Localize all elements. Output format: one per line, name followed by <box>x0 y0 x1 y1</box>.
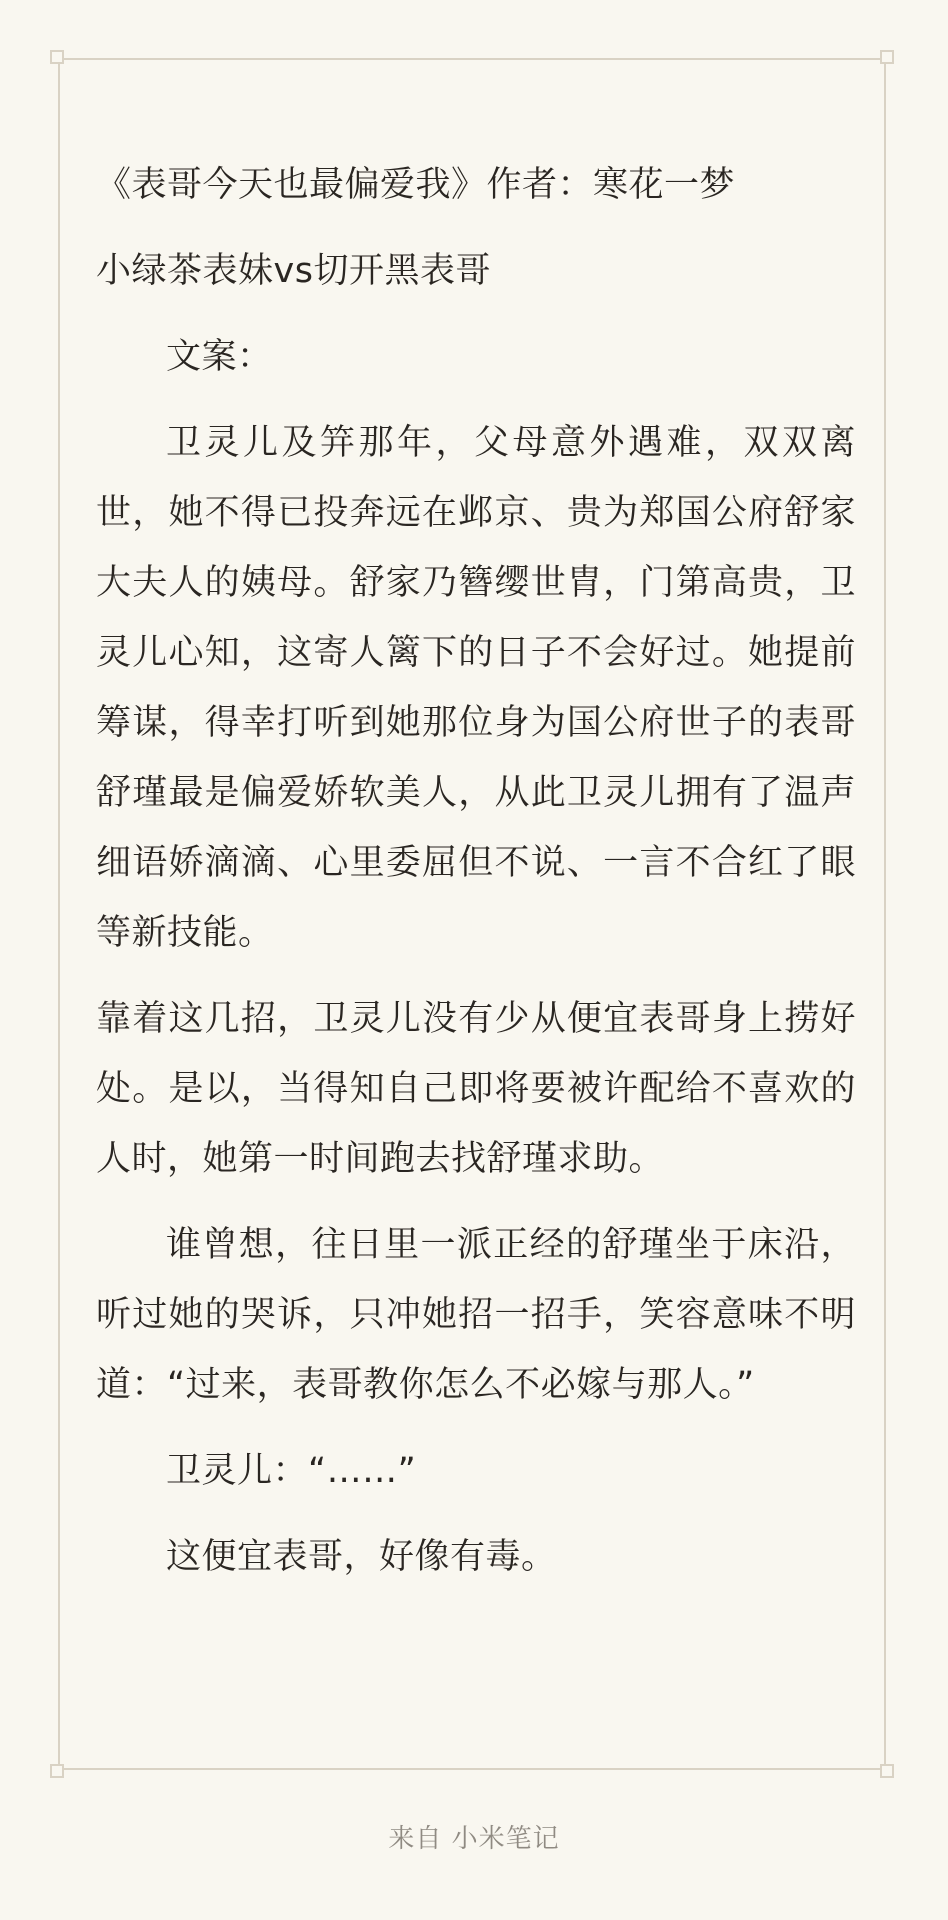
note-subtitle: 小绿茶表妹vs切开黑表哥 <box>96 251 491 291</box>
note-title: 《表哥今天也最偏爱我》作者：寒花一梦 <box>96 165 736 205</box>
synopsis-paragraph: 卫灵儿及笄那年，父母意外遇难，双双离世，她不得已投奔远在邺京、贵为郑国公府舒家大夫人的姨母。舒家乃簪缨世胄，门第高贵，卫灵儿心知，这寄人篱下的日子不会好过。她提前筹谋，得幸打听到她那位身为国公府世子的表哥舒瑾最是偏爱娇软美人，从此卫灵儿拥有了温声细语娇滴滴、心里委屈但不说、一言不合红了眼等新技能。 <box>96 423 856 953</box>
frame-corner-bottom-left <box>50 1764 64 1778</box>
frame-corner-top-right <box>880 50 894 64</box>
frame-corner-bottom-right <box>880 1764 894 1778</box>
synopsis-paragraph: 靠着这几招，卫灵儿没有少从便宜表哥身上捞好处。是以，当得知自己即将要被许配给不喜欢的人时，她第一时间跑去找舒瑾求助。 <box>96 999 856 1179</box>
synopsis-dialogue: 卫灵儿：“……” <box>166 1451 417 1491</box>
synopsis-paragraph: 谁曾想，往日里一派正经的舒瑾坐于床沿，听过她的哭诉，只冲她招一招手，笑容意味不明道：“过来，表哥教你怎么不必嫁与那人。” <box>96 1225 856 1405</box>
synopsis-closing: 这便宜表哥，好像有毒。 <box>166 1537 557 1577</box>
note-body <box>96 150 856 1608</box>
source-footer: 来自 小米笔记 <box>388 1824 560 1854</box>
frame-corner-top-left <box>50 50 64 64</box>
synopsis-heading: 文案： <box>166 337 273 377</box>
